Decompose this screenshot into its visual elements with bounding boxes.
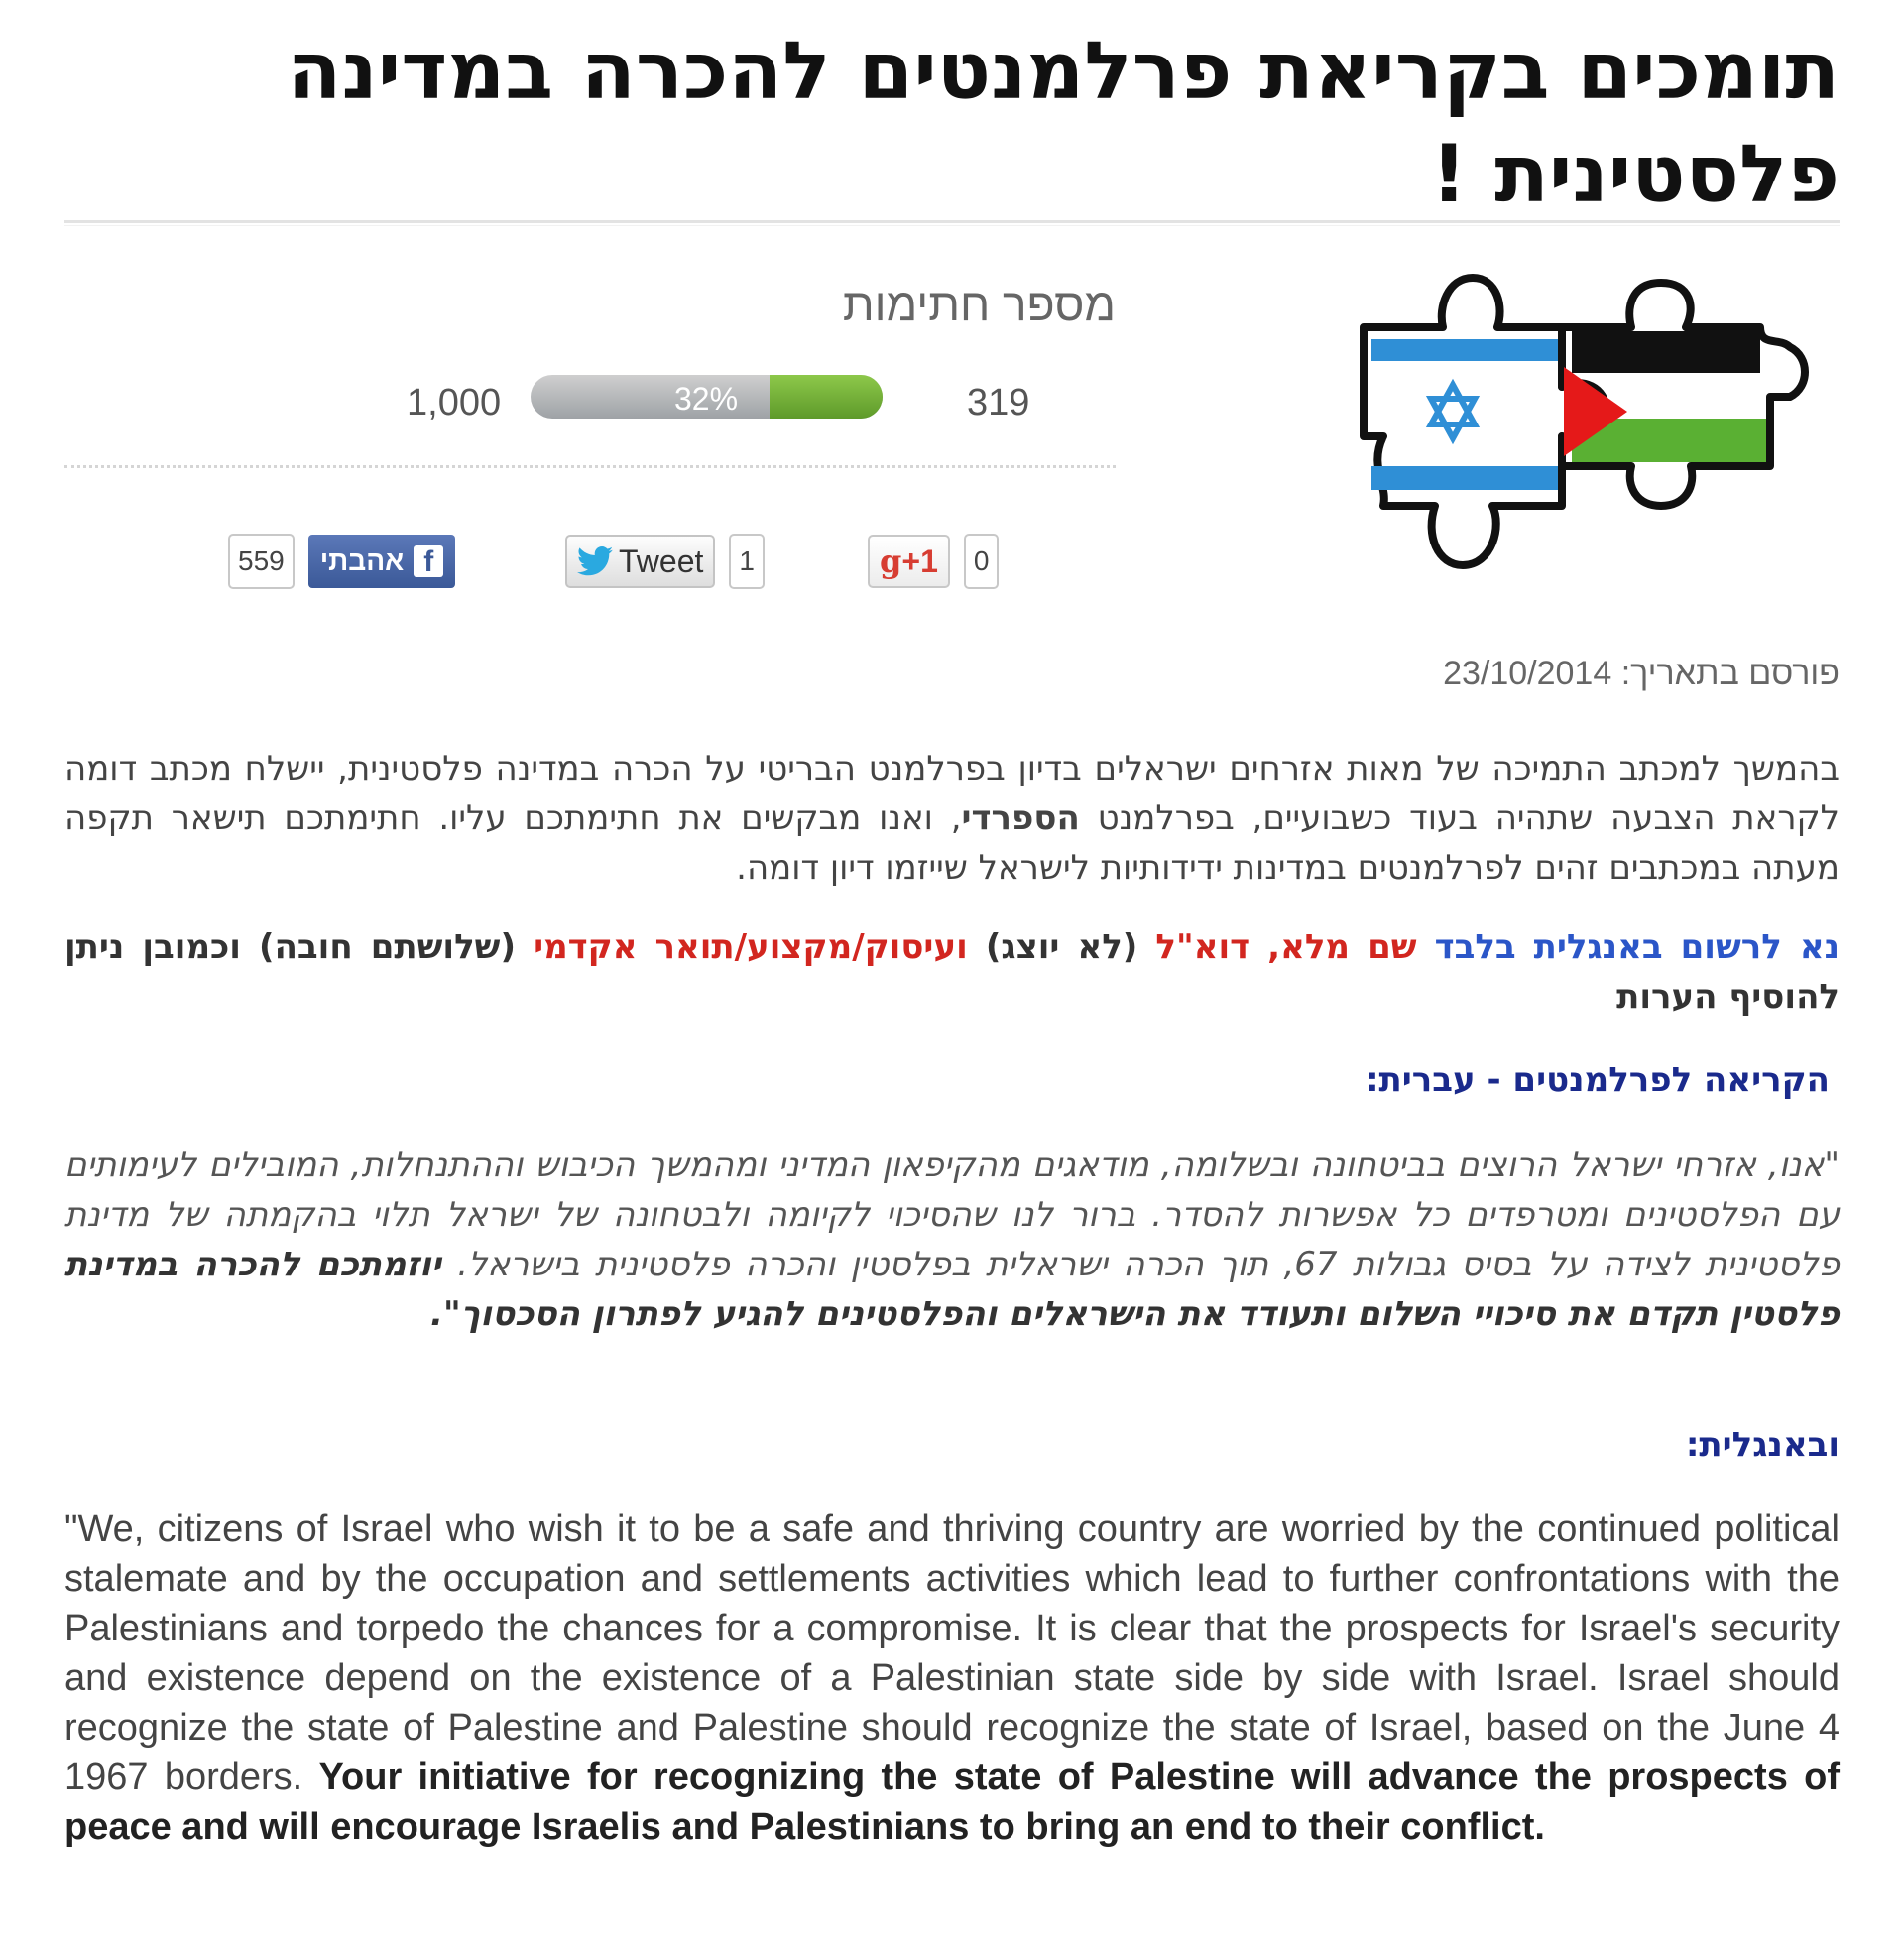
instructions-occupation: ועיסוק/מקצוע/תואר אקדמי (534, 927, 968, 967)
tweet-button[interactable] (565, 535, 715, 588)
intro-paragraph (64, 744, 1840, 893)
facebook-icon: f (414, 545, 443, 577)
instructions-english-only: נא לרשום באנגלית בלבד (1434, 927, 1841, 967)
signatures-progress-percent: 32% (674, 381, 739, 417)
page-title: תומכים בקריאת פרלמנטים להכרה במדינה פלסטינית ! (287, 25, 1840, 220)
google-plus-label: +1 (901, 544, 938, 579)
puzzle-flags-image (1344, 268, 1840, 595)
instructions-name-email: שם מלא, דוא"ל (1155, 927, 1417, 967)
facebook-like-count: 559 (228, 534, 295, 589)
signatures-progress-fill (770, 375, 883, 419)
dotted-divider (64, 465, 1116, 468)
hebrew-call-bold: יוזמתכם להכרה במדינת פלסטין תקדם את סיכויי השלום ותעודד את הישראלים והפלסטינים להגיע לפתרון הסכסוך". (64, 1245, 1840, 1334)
twitter-share (565, 534, 765, 589)
intro-text: בהמשך למכתב התמיכה של מאות אזרחים ישראלים בדיון בפרלמנט הבריטי על הכרה במדינה פלסטינית, יישלח מכתב דומה לקראת הצבעה שתהיה בעוד כשבועיים, בפרלמנט (64, 749, 1840, 838)
google-plus-count: 0 (964, 534, 1000, 589)
english-call-bold: Your initiative for recognizing the state of Palestine will advance the prospects of peace and will encourage Israelis and Palestinians to bring an end to their conflict. (64, 1756, 1840, 1848)
petition-page (64, 0, 1840, 1935)
hebrew-call-heading: הקריאה לפרלמנטים - עברית: (1365, 1060, 1830, 1100)
twitter-bird-icon (577, 546, 613, 576)
publish-date-label: פורסם בתאריך: (1620, 655, 1840, 692)
signatures-progress-bar (531, 375, 883, 419)
facebook-like-label: אהבתי (319, 545, 405, 576)
signing-instructions (64, 922, 1840, 1022)
google-plus-button[interactable] (868, 535, 950, 588)
title-divider (64, 220, 1840, 226)
english-call-text (64, 1505, 1840, 1852)
signatures-label: מספר חתימות (842, 279, 1116, 330)
intro-bold: הספרדי (961, 798, 1080, 838)
instructions-end: (שלושתם חובה) וכמובן ניתן להוסיף הערות (64, 927, 1840, 1017)
tweet-label: Tweet (619, 544, 704, 579)
signatures-goal: 1,000 (407, 382, 502, 423)
facebook-share (228, 534, 455, 589)
publish-date-value: 23/10/2014 (1443, 655, 1612, 692)
hebrew-call-body: "אנו, אזרחי ישראל הרוצים בביטחונה ובשלומה, מודאגים מהקיפאון המדיני ומהמשך הכיבוש וההתנחלות, המובילים לעימותים עם הפלסטינים ומטרפדים כל אפשרות להסדר. ברור לנו שהסיכוי לקיומה ולבטחונה של ישראל תלוי בהקמתה של מדינת פלסטינית לצידה על בסיס גבולות 67, תוך הכרה ישראלית בפלסטין והכרה פלסטינית בישראל. (64, 1146, 1840, 1284)
tweet-count: 1 (729, 534, 765, 589)
facebook-like-button[interactable] (308, 535, 456, 588)
signatures-current: 319 (967, 382, 1030, 423)
intro-text-end: , ואנו מבקשים את חתימתכם עליו. חתימתכם תישאר תקפה מעתה במכתבים זהים לפרלמנטים במדינות ידידותיות לישראל שייזמו דיון דומה. (64, 798, 1840, 888)
english-call-body: "We, citizens of Israel who wish it to be a safe and thriving country are worried by the continued political stalemate and by the occupation and settlements activities which lead to further confrontations with the Palestinians and torpedo the chances for a compromise. It is clear that the prospects for Israel's security and existence depend on the existence of a Palestinian state side by side with Israel. Israel should recognize the state of Palestine and Palestine should recognize the state of Israel, based on the June 4 1967 borders. (64, 1509, 1840, 1798)
hebrew-call-text (64, 1141, 1840, 1339)
publish-date (1443, 655, 1840, 693)
instructions-not-shown: (לא יוצג) (985, 927, 1138, 967)
gplus-share (868, 534, 999, 589)
english-call-heading: ובאנגלית: (1685, 1425, 1840, 1465)
google-plus-icon: g (880, 543, 902, 580)
